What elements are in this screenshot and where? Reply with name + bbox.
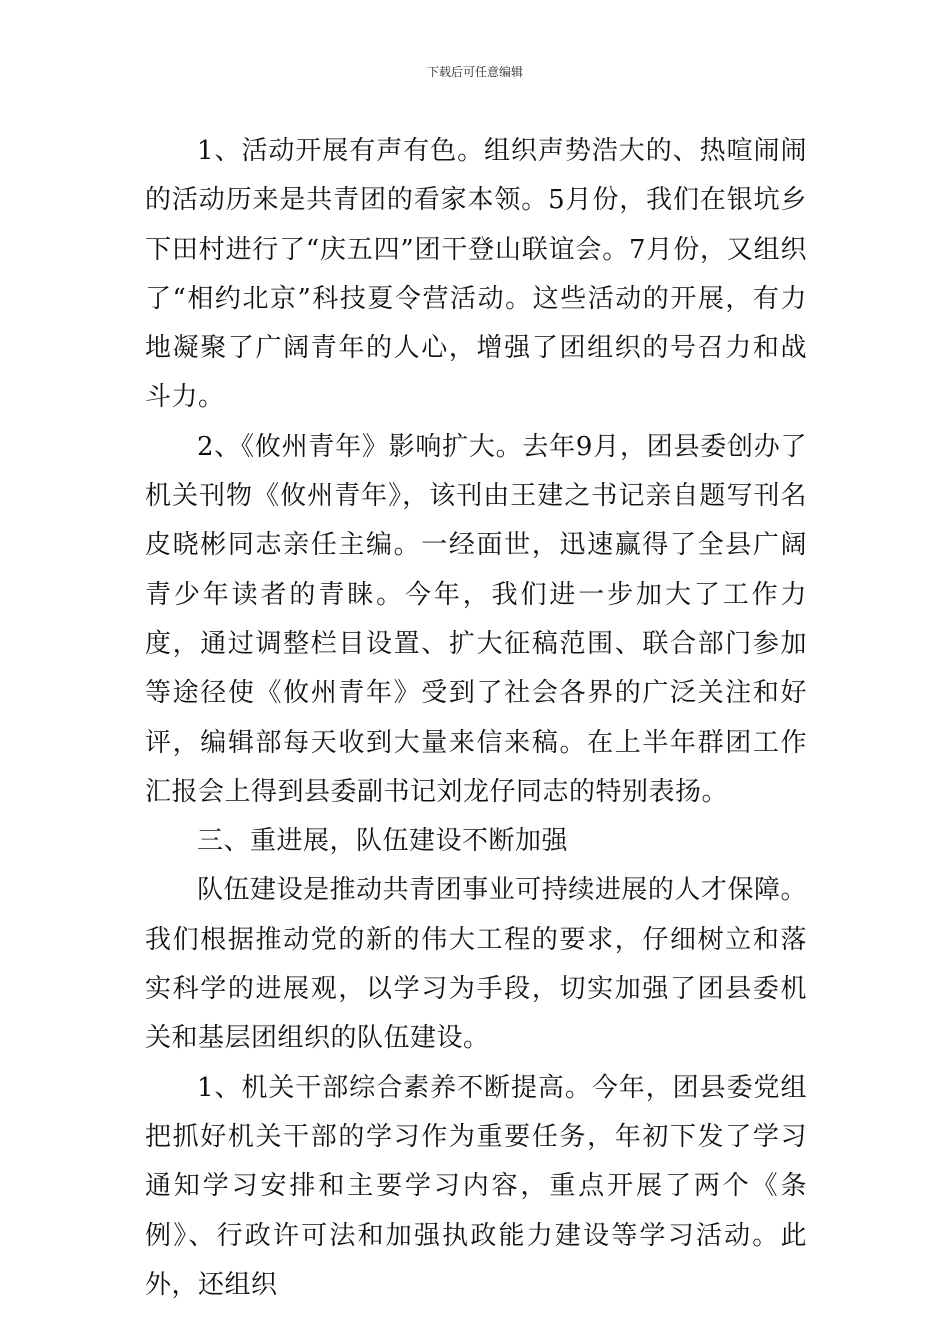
section-heading-team-building: 三、重进展，队伍建设不断加强 (197, 826, 569, 857)
paragraph-team-building: 队伍建设是推动共青团事业可持续进展的人才保障。我们根据推动党的新的伟大工程的要求，仔细树立和落实科学的进展观，以学习为手段，切实加强了团县委机关和基层团组织的队伍建设。 (145, 875, 807, 1054)
paragraph-youzhou-youth: 2、《攸州青年》影响扩大。去年9月，团县委创办了机关刊物《攸州青年》，该刊由王建之书记亲自题写刊名皮晓彬同志亲任主编。一经面世，迅速赢得了全县广阔青少年读者的青睐。今年，我们进一步加大了工作力度，通过调整栏目设置、扩大征稿范围、联合部门参加等途径使《攸州青年》受到了社会各界的广泛关注和好评，编辑部每天收到大量来信来稿。在上半年群团工作汇报会上得到县委副书记刘龙仔同志的特别表扬。 (145, 431, 807, 807)
paragraph-activities: 1、活动开展有声有色。组织声势浩大的、热喧闹闹的活动历来是共青团的看家本领。5月份，我们在银坑乡下田村进行了“庆五四”团干登山联谊会。7月份，又组织了“相约北京”科技夏令营活动。这些活动的开展，有力地凝聚了广阔青年的人心，增强了团组织的号召力和战斗力。 (145, 136, 807, 413)
document-body (145, 127, 807, 1310)
page-header: 下载后可任意编辑 (426, 65, 523, 79)
paragraph-cadre-quality: 1、机关干部综合素养不断提高。今年，团县委党组把抓好机关干部的学习作为重要任务，年初下发了学习通知学习安排和主要学习内容，重点开展了两个《条例》、行政许可法和加强执政能力建设等学习活动。此外，还组织 (145, 1072, 807, 1300)
